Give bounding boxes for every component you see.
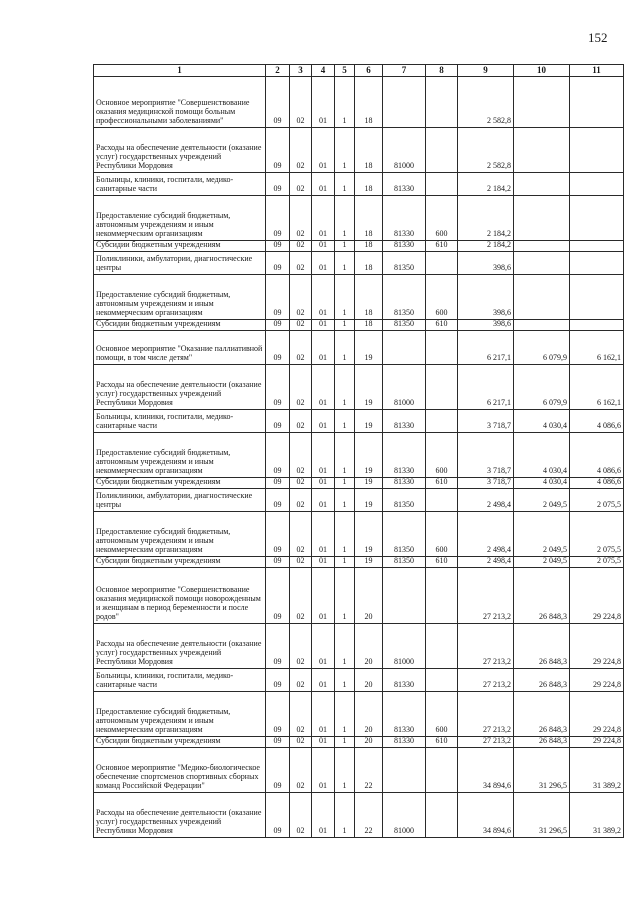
amount-col-11: 29 224,8 xyxy=(570,737,624,748)
amount-col-11: 29 224,8 xyxy=(570,669,624,692)
row-name: Субсидии бюджетным учреждениям xyxy=(94,478,266,489)
code-expense-type: 600 xyxy=(426,196,458,241)
code-direction xyxy=(383,331,426,365)
code-direction xyxy=(383,748,426,793)
amount-col-11: 31 389,2 xyxy=(570,748,624,793)
code-subprogram: 1 xyxy=(335,410,355,433)
code-direction: 81330 xyxy=(383,669,426,692)
code-expense-type: 600 xyxy=(426,512,458,557)
budget-table xyxy=(93,64,624,838)
code-subprogram: 1 xyxy=(335,557,355,568)
code-direction: 81330 xyxy=(383,433,426,478)
code-expense-type xyxy=(426,489,458,512)
amount-col-10 xyxy=(514,275,570,320)
code-direction: 81330 xyxy=(383,692,426,737)
code-direction: 81000 xyxy=(383,624,426,669)
code-subprogram: 1 xyxy=(335,196,355,241)
code-subprogram: 1 xyxy=(335,275,355,320)
amount-col-10: 26 848,3 xyxy=(514,624,570,669)
code-expense-type xyxy=(426,624,458,669)
code-program: 01 xyxy=(312,275,335,320)
amount-col-10 xyxy=(514,320,570,331)
amount-col-9: 3 718,7 xyxy=(458,478,514,489)
code-section: 09 xyxy=(266,568,290,624)
code-activity: 19 xyxy=(355,410,383,433)
amount-col-10: 31 296,5 xyxy=(514,748,570,793)
code-program: 01 xyxy=(312,196,335,241)
table-body xyxy=(94,77,624,838)
code-expense-type: 600 xyxy=(426,433,458,478)
amount-col-10: 2 049,5 xyxy=(514,512,570,557)
amount-col-10 xyxy=(514,128,570,173)
code-direction: 81330 xyxy=(383,478,426,489)
code-expense-type: 610 xyxy=(426,320,458,331)
amount-col-10: 31 296,5 xyxy=(514,793,570,838)
code-activity: 19 xyxy=(355,365,383,410)
row-name: Больницы, клиники, госпитали, медико-санитарные части xyxy=(94,669,266,692)
amount-col-10: 26 848,3 xyxy=(514,692,570,737)
code-program: 01 xyxy=(312,433,335,478)
code-section: 09 xyxy=(266,320,290,331)
amount-col-10: 6 079,9 xyxy=(514,365,570,410)
code-subsection: 02 xyxy=(290,196,312,241)
code-direction: 81330 xyxy=(383,737,426,748)
amount-col-9: 27 213,2 xyxy=(458,737,514,748)
row-name: Субсидии бюджетным учреждениям xyxy=(94,320,266,331)
code-program: 01 xyxy=(312,557,335,568)
code-section: 09 xyxy=(266,669,290,692)
table-row xyxy=(94,692,624,737)
code-direction xyxy=(383,77,426,128)
amount-col-11: 29 224,8 xyxy=(570,692,624,737)
row-name: Основное мероприятие "Оказание паллиативной помощи, в том числе детям" xyxy=(94,331,266,365)
amount-col-11: 6 162,1 xyxy=(570,331,624,365)
code-expense-type xyxy=(426,365,458,410)
code-subsection: 02 xyxy=(290,331,312,365)
code-expense-type xyxy=(426,410,458,433)
code-activity: 18 xyxy=(355,173,383,196)
table-row xyxy=(94,128,624,173)
amount-col-11 xyxy=(570,128,624,173)
code-section: 09 xyxy=(266,173,290,196)
row-name: Поликлиники, амбулатории, диагностические центры xyxy=(94,489,266,512)
amount-col-11: 4 086,6 xyxy=(570,478,624,489)
code-subsection: 02 xyxy=(290,568,312,624)
amount-col-9: 6 217,1 xyxy=(458,331,514,365)
code-section: 09 xyxy=(266,365,290,410)
table-row xyxy=(94,331,624,365)
code-subsection: 02 xyxy=(290,512,312,557)
code-section: 09 xyxy=(266,489,290,512)
code-activity: 19 xyxy=(355,512,383,557)
code-subsection: 02 xyxy=(290,173,312,196)
code-subsection: 02 xyxy=(290,275,312,320)
amount-col-10: 2 049,5 xyxy=(514,489,570,512)
amount-col-9: 2 184,2 xyxy=(458,241,514,252)
code-activity: 20 xyxy=(355,737,383,748)
amount-col-11: 4 086,6 xyxy=(570,433,624,478)
table-row xyxy=(94,557,624,568)
code-section: 09 xyxy=(266,793,290,838)
code-program: 01 xyxy=(312,793,335,838)
code-subsection: 02 xyxy=(290,365,312,410)
code-section: 09 xyxy=(266,128,290,173)
code-activity: 19 xyxy=(355,433,383,478)
code-subsection: 02 xyxy=(290,669,312,692)
code-subprogram: 1 xyxy=(335,365,355,410)
row-name: Расходы на обеспечение деятельности (оказание услуг) государственных учреждений Республики Мордовия xyxy=(94,624,266,669)
table-row xyxy=(94,478,624,489)
code-subprogram: 1 xyxy=(335,241,355,252)
code-subprogram: 1 xyxy=(335,331,355,365)
code-program: 01 xyxy=(312,568,335,624)
code-section: 09 xyxy=(266,241,290,252)
code-direction: 81330 xyxy=(383,196,426,241)
table-row xyxy=(94,252,624,275)
code-activity: 19 xyxy=(355,557,383,568)
amount-col-11 xyxy=(570,196,624,241)
code-activity: 18 xyxy=(355,241,383,252)
amount-col-9: 2 498,4 xyxy=(458,512,514,557)
code-expense-type: 610 xyxy=(426,241,458,252)
row-name: Предоставление субсидий бюджетным, автономным учреждениям и иным некоммерческим организациям xyxy=(94,692,266,737)
header-cell-11: 11 xyxy=(570,65,624,77)
amount-col-11: 2 075,5 xyxy=(570,512,624,557)
amount-col-11 xyxy=(570,173,624,196)
amount-col-11: 31 389,2 xyxy=(570,793,624,838)
amount-col-9: 2 498,4 xyxy=(458,489,514,512)
code-section: 09 xyxy=(266,478,290,489)
amount-col-10: 26 848,3 xyxy=(514,669,570,692)
code-direction: 81350 xyxy=(383,512,426,557)
code-program: 01 xyxy=(312,669,335,692)
amount-col-9: 27 213,2 xyxy=(458,568,514,624)
code-subsection: 02 xyxy=(290,320,312,331)
table-row xyxy=(94,512,624,557)
code-program: 01 xyxy=(312,489,335,512)
code-expense-type: 610 xyxy=(426,737,458,748)
row-name: Основное мероприятие "Совершенствование оказания медицинской помощи больным профессиональными заболеваниями" xyxy=(94,77,266,128)
row-name: Основное мероприятие "Совершенствование оказания медицинской помощи новорожденным и женщинам в период беременности и после родов" xyxy=(94,568,266,624)
row-name: Расходы на обеспечение деятельности (оказание услуг) государственных учреждений Республики Мордовия xyxy=(94,793,266,838)
code-direction: 81000 xyxy=(383,128,426,173)
amount-col-9: 6 217,1 xyxy=(458,365,514,410)
row-name: Расходы на обеспечение деятельности (оказание услуг) государственных учреждений Республики Мордовия xyxy=(94,128,266,173)
code-subsection: 02 xyxy=(290,410,312,433)
code-program: 01 xyxy=(312,624,335,669)
table-row xyxy=(94,793,624,838)
amount-col-9: 2 184,2 xyxy=(458,173,514,196)
code-section: 09 xyxy=(266,410,290,433)
code-expense-type xyxy=(426,173,458,196)
code-activity: 18 xyxy=(355,128,383,173)
code-activity: 20 xyxy=(355,568,383,624)
code-section: 09 xyxy=(266,331,290,365)
header-cell-6: 6 xyxy=(355,65,383,77)
code-subsection: 02 xyxy=(290,737,312,748)
amount-col-10: 6 079,9 xyxy=(514,331,570,365)
code-activity: 19 xyxy=(355,331,383,365)
amount-col-9: 398,6 xyxy=(458,320,514,331)
header-cell-1: 1 xyxy=(94,65,266,77)
code-expense-type: 610 xyxy=(426,478,458,489)
amount-col-10: 26 848,3 xyxy=(514,568,570,624)
code-expense-type xyxy=(426,568,458,624)
code-subprogram: 1 xyxy=(335,489,355,512)
amount-col-11 xyxy=(570,252,624,275)
code-section: 09 xyxy=(266,692,290,737)
table-row xyxy=(94,196,624,241)
code-direction: 81350 xyxy=(383,489,426,512)
code-subsection: 02 xyxy=(290,748,312,793)
code-subprogram: 1 xyxy=(335,478,355,489)
header-cell-3: 3 xyxy=(290,65,312,77)
code-program: 01 xyxy=(312,410,335,433)
header-cell-9: 9 xyxy=(458,65,514,77)
amount-col-11: 4 086,6 xyxy=(570,410,624,433)
code-subsection: 02 xyxy=(290,793,312,838)
code-activity: 18 xyxy=(355,252,383,275)
code-section: 09 xyxy=(266,433,290,478)
code-program: 01 xyxy=(312,512,335,557)
code-direction: 81350 xyxy=(383,275,426,320)
amount-col-9: 3 718,7 xyxy=(458,433,514,478)
code-subsection: 02 xyxy=(290,478,312,489)
code-expense-type xyxy=(426,793,458,838)
code-subsection: 02 xyxy=(290,692,312,737)
amount-col-11 xyxy=(570,77,624,128)
row-name: Предоставление субсидий бюджетным, автономным учреждениям и иным некоммерческим организациям xyxy=(94,196,266,241)
code-subprogram: 1 xyxy=(335,433,355,478)
row-name: Больницы, клиники, госпитали, медико-санитарные части xyxy=(94,410,266,433)
code-program: 01 xyxy=(312,241,335,252)
amount-col-9: 2 582,8 xyxy=(458,77,514,128)
code-activity: 22 xyxy=(355,748,383,793)
code-activity: 20 xyxy=(355,669,383,692)
header-cell-10: 10 xyxy=(514,65,570,77)
code-expense-type xyxy=(426,128,458,173)
header-cell-2: 2 xyxy=(266,65,290,77)
header-cell-7: 7 xyxy=(383,65,426,77)
code-program: 01 xyxy=(312,748,335,793)
table-row xyxy=(94,489,624,512)
amount-col-9: 398,6 xyxy=(458,275,514,320)
table-row xyxy=(94,365,624,410)
row-name: Предоставление субсидий бюджетным, автономным учреждениям и иным некоммерческим организациям xyxy=(94,433,266,478)
code-subsection: 02 xyxy=(290,624,312,669)
code-program: 01 xyxy=(312,331,335,365)
amount-col-9: 27 213,2 xyxy=(458,624,514,669)
code-program: 01 xyxy=(312,77,335,128)
code-expense-type: 600 xyxy=(426,275,458,320)
table-row xyxy=(94,410,624,433)
amount-col-10 xyxy=(514,241,570,252)
amount-col-10: 2 049,5 xyxy=(514,557,570,568)
code-subprogram: 1 xyxy=(335,748,355,793)
amount-col-10: 26 848,3 xyxy=(514,737,570,748)
code-activity: 18 xyxy=(355,320,383,331)
code-subprogram: 1 xyxy=(335,173,355,196)
amount-col-9: 2 582,8 xyxy=(458,128,514,173)
row-name: Субсидии бюджетным учреждениям xyxy=(94,557,266,568)
amount-col-9: 2 498,4 xyxy=(458,557,514,568)
code-section: 09 xyxy=(266,624,290,669)
amount-col-11: 6 162,1 xyxy=(570,365,624,410)
code-section: 09 xyxy=(266,252,290,275)
code-program: 01 xyxy=(312,128,335,173)
code-section: 09 xyxy=(266,196,290,241)
code-activity: 18 xyxy=(355,77,383,128)
header-cell-4: 4 xyxy=(312,65,335,77)
code-program: 01 xyxy=(312,478,335,489)
code-section: 09 xyxy=(266,512,290,557)
amount-col-10 xyxy=(514,173,570,196)
code-section: 09 xyxy=(266,748,290,793)
amount-col-11: 2 075,5 xyxy=(570,489,624,512)
code-direction xyxy=(383,568,426,624)
code-subprogram: 1 xyxy=(335,692,355,737)
amount-col-9: 27 213,2 xyxy=(458,692,514,737)
amount-col-11 xyxy=(570,241,624,252)
code-direction: 81330 xyxy=(383,173,426,196)
amount-col-10 xyxy=(514,252,570,275)
code-subprogram: 1 xyxy=(335,568,355,624)
amount-col-11: 29 224,8 xyxy=(570,624,624,669)
code-subprogram: 1 xyxy=(335,320,355,331)
code-activity: 19 xyxy=(355,478,383,489)
header-cell-5: 5 xyxy=(335,65,355,77)
code-expense-type xyxy=(426,669,458,692)
row-name: Поликлиники, амбулатории, диагностические центры xyxy=(94,252,266,275)
code-subprogram: 1 xyxy=(335,512,355,557)
code-subprogram: 1 xyxy=(335,793,355,838)
code-program: 01 xyxy=(312,252,335,275)
code-section: 09 xyxy=(266,275,290,320)
amount-col-9: 3 718,7 xyxy=(458,410,514,433)
code-program: 01 xyxy=(312,173,335,196)
code-direction: 81330 xyxy=(383,241,426,252)
code-expense-type: 600 xyxy=(426,692,458,737)
code-subsection: 02 xyxy=(290,557,312,568)
code-activity: 20 xyxy=(355,624,383,669)
code-subsection: 02 xyxy=(290,128,312,173)
row-name: Предоставление субсидий бюджетным, автономным учреждениям и иным некоммерческим организациям xyxy=(94,275,266,320)
code-direction: 81350 xyxy=(383,557,426,568)
code-subsection: 02 xyxy=(290,252,312,275)
code-section: 09 xyxy=(266,737,290,748)
amount-col-9: 34 894,6 xyxy=(458,748,514,793)
code-direction: 81000 xyxy=(383,365,426,410)
amount-col-10: 4 030,4 xyxy=(514,433,570,478)
row-name: Субсидии бюджетным учреждениям xyxy=(94,737,266,748)
code-activity: 18 xyxy=(355,196,383,241)
amount-col-10: 4 030,4 xyxy=(514,410,570,433)
code-expense-type xyxy=(426,252,458,275)
code-activity: 22 xyxy=(355,793,383,838)
code-direction: 81330 xyxy=(383,410,426,433)
code-section: 09 xyxy=(266,77,290,128)
table-row xyxy=(94,737,624,748)
table-row xyxy=(94,748,624,793)
amount-col-9: 398,6 xyxy=(458,252,514,275)
code-expense-type xyxy=(426,748,458,793)
amount-col-11: 2 075,5 xyxy=(570,557,624,568)
table-row xyxy=(94,433,624,478)
code-direction: 81350 xyxy=(383,320,426,331)
amount-col-11 xyxy=(570,275,624,320)
table-row xyxy=(94,173,624,196)
code-subprogram: 1 xyxy=(335,669,355,692)
header-row xyxy=(94,65,624,77)
code-expense-type xyxy=(426,331,458,365)
code-subsection: 02 xyxy=(290,489,312,512)
amount-col-10: 4 030,4 xyxy=(514,478,570,489)
code-activity: 19 xyxy=(355,489,383,512)
table-row xyxy=(94,241,624,252)
amount-col-10 xyxy=(514,77,570,128)
code-subprogram: 1 xyxy=(335,77,355,128)
code-subprogram: 1 xyxy=(335,737,355,748)
row-name: Больницы, клиники, госпитали, медико-санитарные части xyxy=(94,173,266,196)
amount-col-9: 2 184,2 xyxy=(458,196,514,241)
code-activity: 18 xyxy=(355,275,383,320)
table-row xyxy=(94,669,624,692)
amount-col-9: 27 213,2 xyxy=(458,669,514,692)
table-row xyxy=(94,77,624,128)
code-subprogram: 1 xyxy=(335,252,355,275)
row-name: Субсидии бюджетным учреждениям xyxy=(94,241,266,252)
code-program: 01 xyxy=(312,365,335,410)
table-row xyxy=(94,568,624,624)
code-section: 09 xyxy=(266,557,290,568)
code-program: 01 xyxy=(312,320,335,331)
table-row xyxy=(94,320,624,331)
table-header xyxy=(94,65,624,77)
code-subsection: 02 xyxy=(290,77,312,128)
row-name: Расходы на обеспечение деятельности (оказание услуг) государственных учреждений Республики Мордовия xyxy=(94,365,266,410)
code-activity: 20 xyxy=(355,692,383,737)
header-cell-8: 8 xyxy=(426,65,458,77)
code-direction: 81000 xyxy=(383,793,426,838)
table-row xyxy=(94,624,624,669)
table-row xyxy=(94,275,624,320)
code-expense-type: 610 xyxy=(426,557,458,568)
code-subsection: 02 xyxy=(290,433,312,478)
code-expense-type xyxy=(426,77,458,128)
amount-col-11 xyxy=(570,320,624,331)
row-name: Предоставление субсидий бюджетным, автономным учреждениям и иным некоммерческим организациям xyxy=(94,512,266,557)
amount-col-9: 34 894,6 xyxy=(458,793,514,838)
amount-col-10 xyxy=(514,196,570,241)
code-subprogram: 1 xyxy=(335,128,355,173)
row-name: Основное мероприятие "Медико-биологическое обеспечение спортсменов спортивных сборных команд Российской Федерации" xyxy=(94,748,266,793)
page-number: 152 xyxy=(588,30,608,45)
code-subprogram: 1 xyxy=(335,624,355,669)
code-direction: 81350 xyxy=(383,252,426,275)
code-subsection: 02 xyxy=(290,241,312,252)
code-program: 01 xyxy=(312,737,335,748)
amount-col-11: 29 224,8 xyxy=(570,568,624,624)
code-program: 01 xyxy=(312,692,335,737)
